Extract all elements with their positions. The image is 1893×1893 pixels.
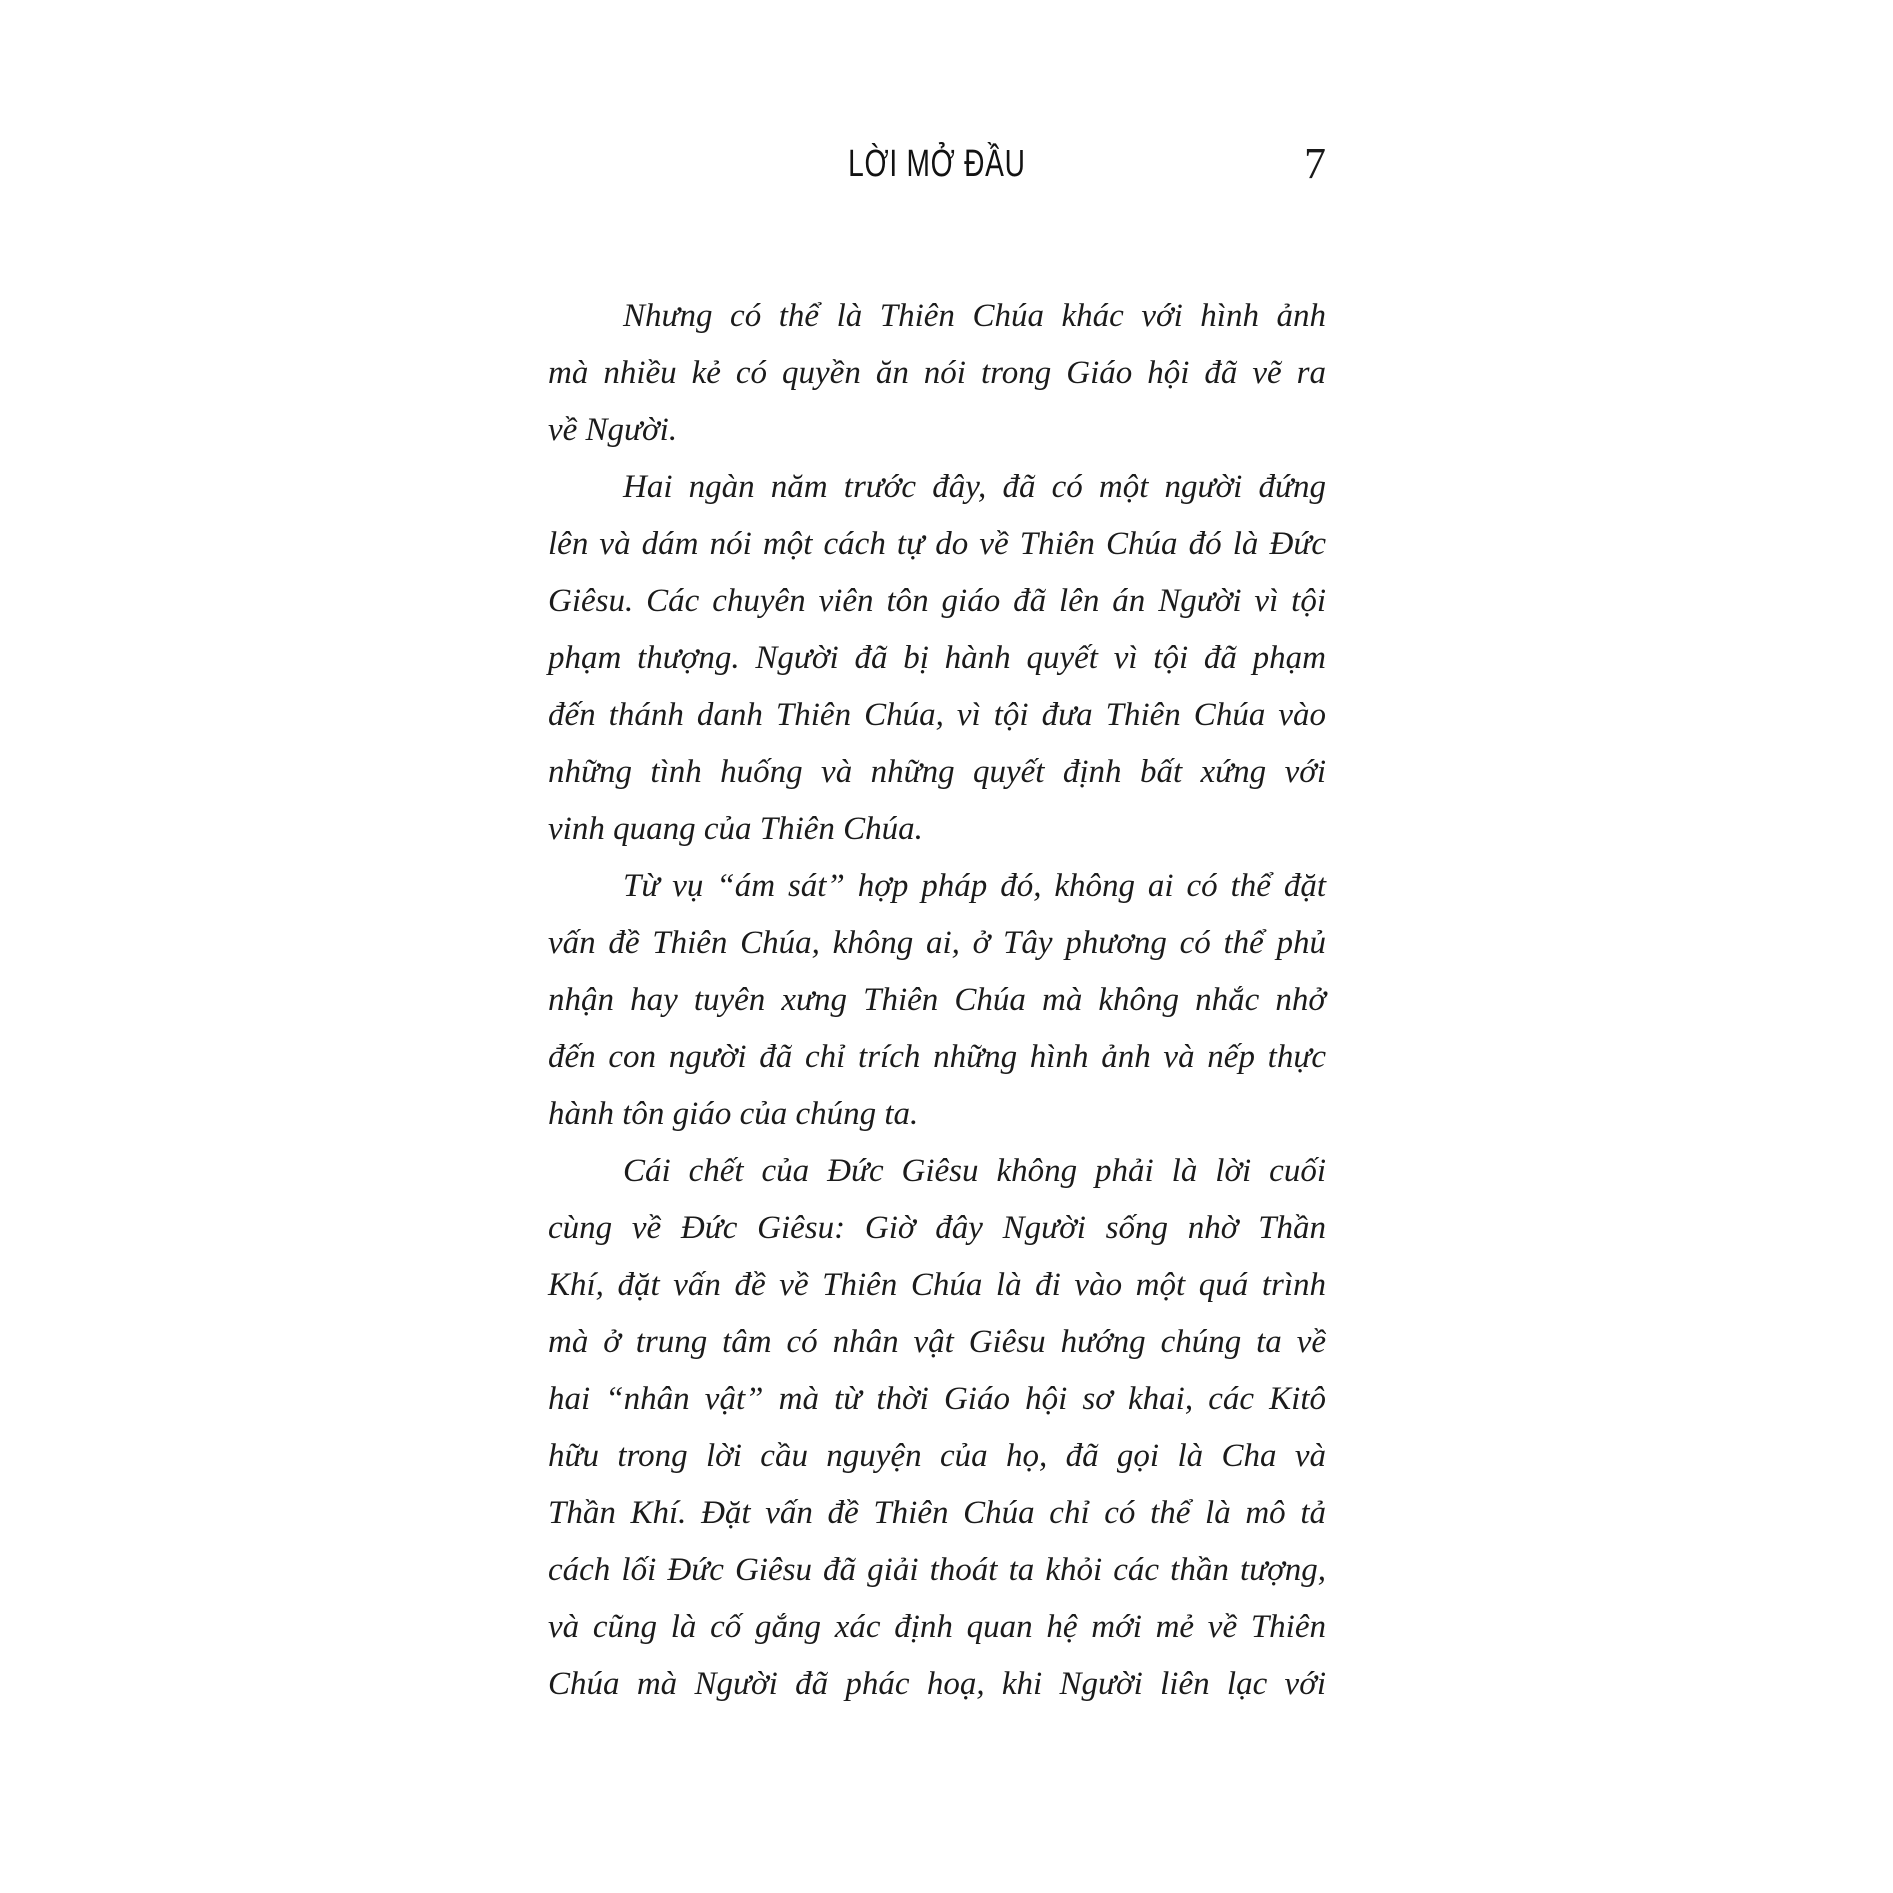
text-line: hai “nhân vật” mà từ thời Giáo hội sơ khai, các Kitô — [548, 1381, 1326, 1417]
text-line: đến con người đã chỉ trích những hình ảnh và nếp thực — [548, 1039, 1326, 1075]
text-line: phạm thượng. Người đã bị hành quyết vì tội đã phạm — [548, 640, 1326, 676]
body-text — [548, 288, 1326, 1713]
text-line: đến thánh danh Thiên Chúa, vì tội đưa Thiên Chúa vào — [548, 697, 1326, 733]
text-column — [548, 0, 1326, 1893]
text-line: những tình huống và những quyết định bất xứng với — [548, 754, 1326, 790]
text-line: nhận hay tuyên xưng Thiên Chúa mà không nhắc nhở — [548, 982, 1326, 1018]
text-line: Khí, đặt vấn đề về Thiên Chúa là đi vào một quá trình — [548, 1267, 1326, 1303]
running-header-title: LỜI MỞ ĐẦU — [848, 143, 1026, 185]
text-line: Từ vụ “ám sát” hợp pháp đó, không ai có thể đặt — [623, 868, 1326, 904]
text-line: hành tôn giáo của chúng ta. — [548, 1096, 919, 1132]
text-line: Hai ngàn năm trước đây, đã có một người đứng — [623, 469, 1326, 505]
text-line: hữu trong lời cầu nguyện của họ, đã gọi là Cha và — [548, 1438, 1326, 1474]
text-line: lên và dám nói một cách tự do về Thiên Chúa đó là Đức — [548, 526, 1326, 562]
text-line: Giêsu. Các chuyên viên tôn giáo đã lên án Người vì tội — [548, 583, 1326, 619]
text-line: Cái chết của Đức Giêsu không phải là lời cuối — [623, 1153, 1326, 1189]
text-line: Nhưng có thể là Thiên Chúa khác với hình ảnh — [623, 298, 1326, 334]
text-line: và cũng là cố gắng xác định quan hệ mới mẻ về Thiên — [548, 1609, 1326, 1645]
text-line: Chúa mà Người đã phác hoạ, khi Người liên lạc với — [548, 1666, 1326, 1702]
text-line: vấn đề Thiên Chúa, không ai, ở Tây phương có thể phủ — [548, 925, 1326, 961]
running-header — [548, 138, 1326, 190]
page-number: 7 — [1304, 139, 1326, 188]
text-line: về Người. — [548, 412, 678, 448]
text-line: vinh quang của Thiên Chúa. — [548, 811, 923, 847]
text-line: mà nhiều kẻ có quyền ăn nói trong Giáo hội đã vẽ ra — [548, 355, 1326, 391]
text-line: cùng về Đức Giêsu: Giờ đây Người sống nhờ Thần — [548, 1210, 1326, 1246]
text-line: cách lối Đức Giêsu đã giải thoát ta khỏi các thần tượng, — [548, 1552, 1326, 1588]
text-line: mà ở trung tâm có nhân vật Giêsu hướng chúng ta về — [548, 1324, 1326, 1360]
text-line: Thần Khí. Đặt vấn đề Thiên Chúa chỉ có thể là mô tả — [548, 1495, 1326, 1531]
